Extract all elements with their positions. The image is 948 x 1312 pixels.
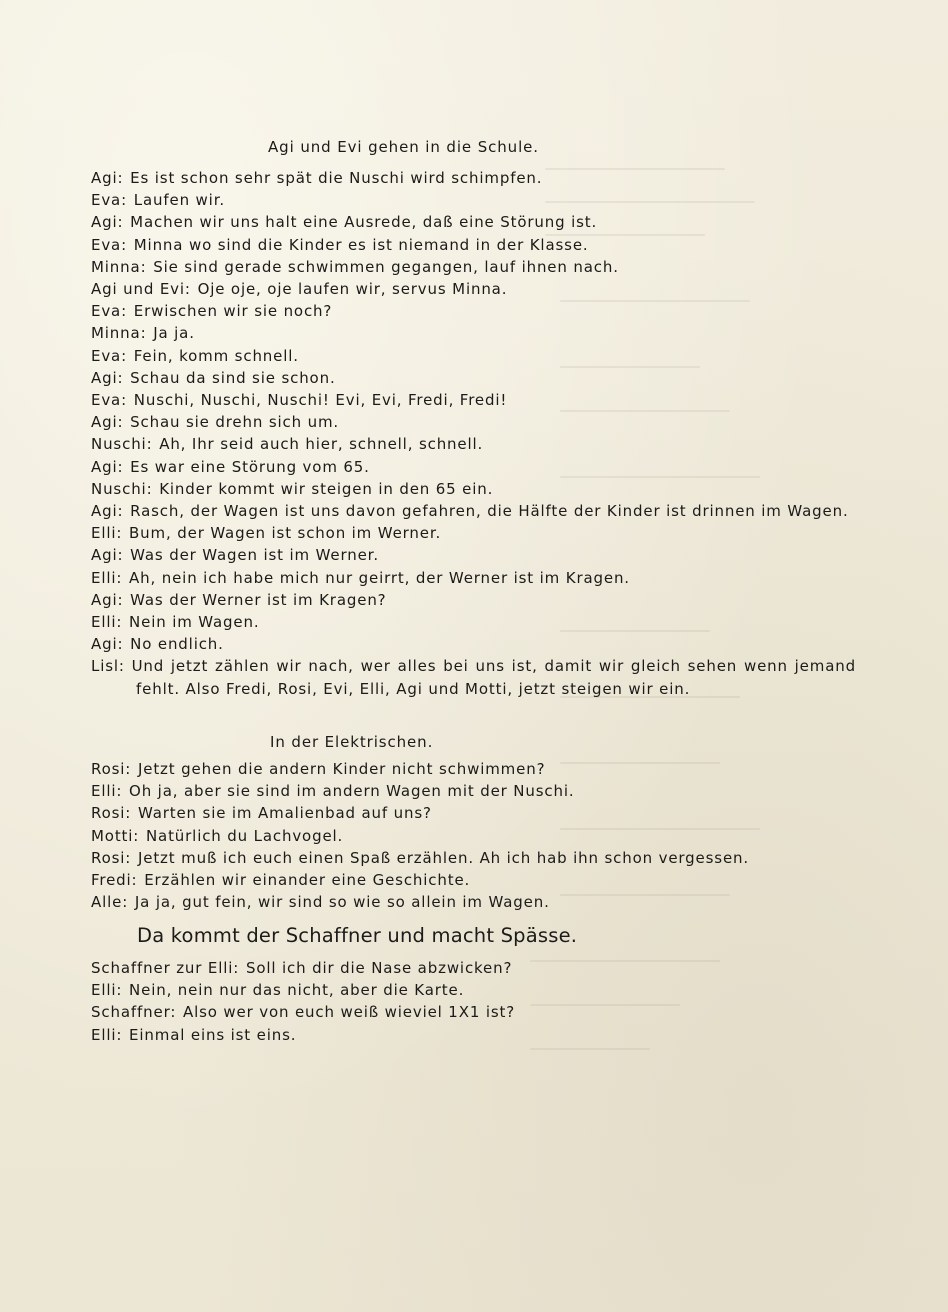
dialogue-text: Es ist schon sehr spät die Nuschi wird schimpfen.: [130, 169, 543, 187]
dialogue-text: Nein, nein nur das nicht, aber die Karte.: [129, 981, 465, 1000]
dialogue-line: [91, 758, 856, 780]
speaker-label: Agi:: [91, 502, 124, 521]
dialogue-line: [91, 825, 856, 847]
section-heading-school: Agi und Evi gehen in die Schule.: [268, 138, 539, 156]
dialogue-text: Also wer von euch weiß wieviel 1X1 ist?: [182, 1003, 516, 1022]
dialogue-text: Einmal eins ist eins.: [129, 1025, 297, 1044]
dialogue-text: No endlich.: [130, 635, 224, 654]
dialogue-text: Ja ja.: [153, 324, 195, 343]
speaker-label: Eva:: [91, 346, 128, 365]
dialogue-text: Es war eine Störung vom 65.: [130, 457, 370, 476]
dialogue-block-school: [91, 167, 856, 700]
dialogue-line: [91, 802, 856, 824]
dialogue-text: Oje oje, oje laufen wir, servus Minna.: [197, 280, 508, 299]
speaker-label: Lisl:: [91, 657, 125, 676]
speaker-label: Elli:: [91, 981, 123, 1000]
speaker-label: Schaffner:: [91, 1003, 177, 1022]
dialogue-text: Und jetzt zählen wir nach, wer alles bei uns ist, damit wir gleich sehen wenn jemand fehlt. Also Fredi, Rosi, Evi, Elli, Agi und Motti, jetzt steigen wir ein.: [131, 657, 856, 698]
dialogue-text: Bum, der Wagen ist schon im Werner.: [129, 524, 442, 543]
dialogue-line: [91, 847, 856, 869]
dialogue-text: Rasch, der Wagen ist uns davon gefahren, die Hälfte der Kinder ist drinnen im Wagen.: [130, 502, 849, 521]
speaker-label: Fredi:: [91, 871, 138, 890]
dialogue-line: [91, 979, 856, 1001]
dialogue-line: [91, 544, 856, 566]
speaker-label: Agi:: [91, 169, 124, 187]
dialogue-text: Ja ja, gut fein, wir sind so wie so allein im Wagen.: [134, 893, 550, 912]
speaker-label: Eva:: [91, 191, 128, 210]
dialogue-text: Machen wir uns halt eine Ausrede, daß eine Störung ist.: [130, 213, 598, 232]
dialogue-line: [91, 167, 856, 189]
speaker-label: Agi:: [91, 457, 124, 476]
speaker-label: Elli:: [91, 524, 123, 543]
dialogue-line: [91, 891, 856, 913]
dialogue-line: [91, 367, 856, 389]
dialogue-text: Erzählen wir einander eine Geschichte.: [144, 871, 471, 890]
dialogue-text: Soll ich dir die Nase abzwicken?: [245, 959, 513, 977]
dialogue-line: [91, 456, 856, 478]
dialogue-line: [91, 411, 856, 433]
dialogue-text: Warten sie im Amalienbad auf uns?: [137, 804, 432, 823]
dialogue-line: [91, 478, 856, 500]
dialogue-block-conductor: [91, 957, 856, 1046]
dialogue-text: Minna wo sind die Kinder es ist niemand in der Klasse.: [133, 235, 589, 254]
dialogue-line: [91, 322, 856, 344]
dialogue-line: [91, 1024, 856, 1046]
dialogue-line: [91, 957, 856, 979]
dialogue-line: [91, 234, 856, 256]
dialogue-line: [91, 433, 856, 455]
dialogue-text: Nuschi, Nuschi, Nuschi! Evi, Evi, Fredi, Fredi!: [133, 391, 508, 410]
dialogue-line: [91, 589, 856, 611]
dialogue-line: [91, 633, 856, 655]
speaker-label: Agi und Evi:: [91, 280, 191, 299]
dialogue-line: [91, 611, 856, 633]
dialogue-line: [91, 389, 856, 411]
dialogue-text: Fein, komm schnell.: [133, 346, 299, 365]
speaker-label: Agi:: [91, 413, 124, 432]
dialogue-text: Ah, Ihr seid auch hier, schnell, schnell.: [159, 435, 484, 454]
speaker-label: Eva:: [91, 235, 128, 254]
speaker-label: Nuschi:: [91, 435, 153, 454]
section-heading-tram: In der Elektrischen.: [270, 733, 434, 751]
speaker-label: Rosi:: [91, 760, 132, 778]
speaker-label: Elli:: [91, 782, 123, 801]
dialogue-text: Erwischen wir sie noch?: [133, 302, 333, 321]
dialogue-line: [91, 1001, 856, 1023]
speaker-label: Elli:: [91, 613, 123, 632]
speaker-label: Agi:: [91, 368, 124, 387]
speaker-label: Eva:: [91, 302, 128, 321]
dialogue-line: [91, 345, 856, 367]
dialogue-line: [91, 500, 856, 522]
dialogue-text: Sie sind gerade schwimmen gegangen, lauf ihnen nach.: [153, 257, 619, 276]
dialogue-text: Nein im Wagen.: [129, 613, 260, 632]
dialogue-line: [91, 256, 856, 278]
dialogue-text: Was der Werner ist im Kragen?: [130, 590, 387, 609]
dialogue-line: [91, 211, 856, 233]
speaker-label: Nuschi:: [91, 479, 153, 498]
section-heading-conductor: Da kommt der Schaffner und macht Spässe.: [137, 924, 578, 947]
speaker-label: Elli:: [91, 568, 123, 587]
dialogue-text: Laufen wir.: [133, 191, 225, 210]
dialogue-line: [91, 780, 856, 802]
speaker-label: Eva:: [91, 391, 128, 410]
dialogue-text: Jetzt muß ich euch einen Spaß erzählen. Ah ich hab ihn schon vergessen.: [137, 848, 749, 867]
dialogue-line: [91, 189, 856, 211]
dialogue-line: [91, 300, 856, 322]
speaker-label: Agi:: [91, 635, 124, 654]
speaker-label: Rosi:: [91, 804, 132, 823]
dialogue-line: [91, 869, 856, 891]
speaker-label: Alle:: [91, 893, 129, 912]
dialogue-line: [91, 278, 856, 300]
speaker-label: Motti:: [91, 826, 140, 845]
speaker-label: Schaffner zur Elli:: [91, 959, 240, 977]
speaker-label: Agi:: [91, 546, 124, 565]
dialogue-text: Natürlich du Lachvogel.: [145, 826, 344, 845]
dialogue-line: [91, 655, 856, 699]
dialogue-text: Schau sie drehn sich um.: [130, 413, 340, 432]
speaker-label: Rosi:: [91, 848, 132, 867]
speaker-label: Agi:: [91, 213, 124, 232]
dialogue-text: Was der Wagen ist im Werner.: [130, 546, 379, 565]
dialogue-text: Oh ja, aber sie sind im andern Wagen mit der Nuschi.: [129, 782, 575, 801]
dialogue-text: Jetzt gehen die andern Kinder nicht schwimmen?: [137, 760, 546, 778]
dialogue-text: Ah, nein ich habe mich nur geirrt, der Werner ist im Kragen.: [129, 568, 630, 587]
dialogue-text: Schau da sind sie schon.: [130, 368, 336, 387]
speaker-label: Minna:: [91, 324, 147, 343]
dialogue-line: [91, 567, 856, 589]
dialogue-text: Kinder kommt wir steigen in den 65 ein.: [159, 479, 494, 498]
dialogue-block-tram: [91, 758, 856, 913]
speaker-label: Agi:: [91, 590, 124, 609]
speaker-label: Minna:: [91, 257, 147, 276]
dialogue-line: [91, 522, 856, 544]
speaker-label: Elli:: [91, 1025, 123, 1044]
